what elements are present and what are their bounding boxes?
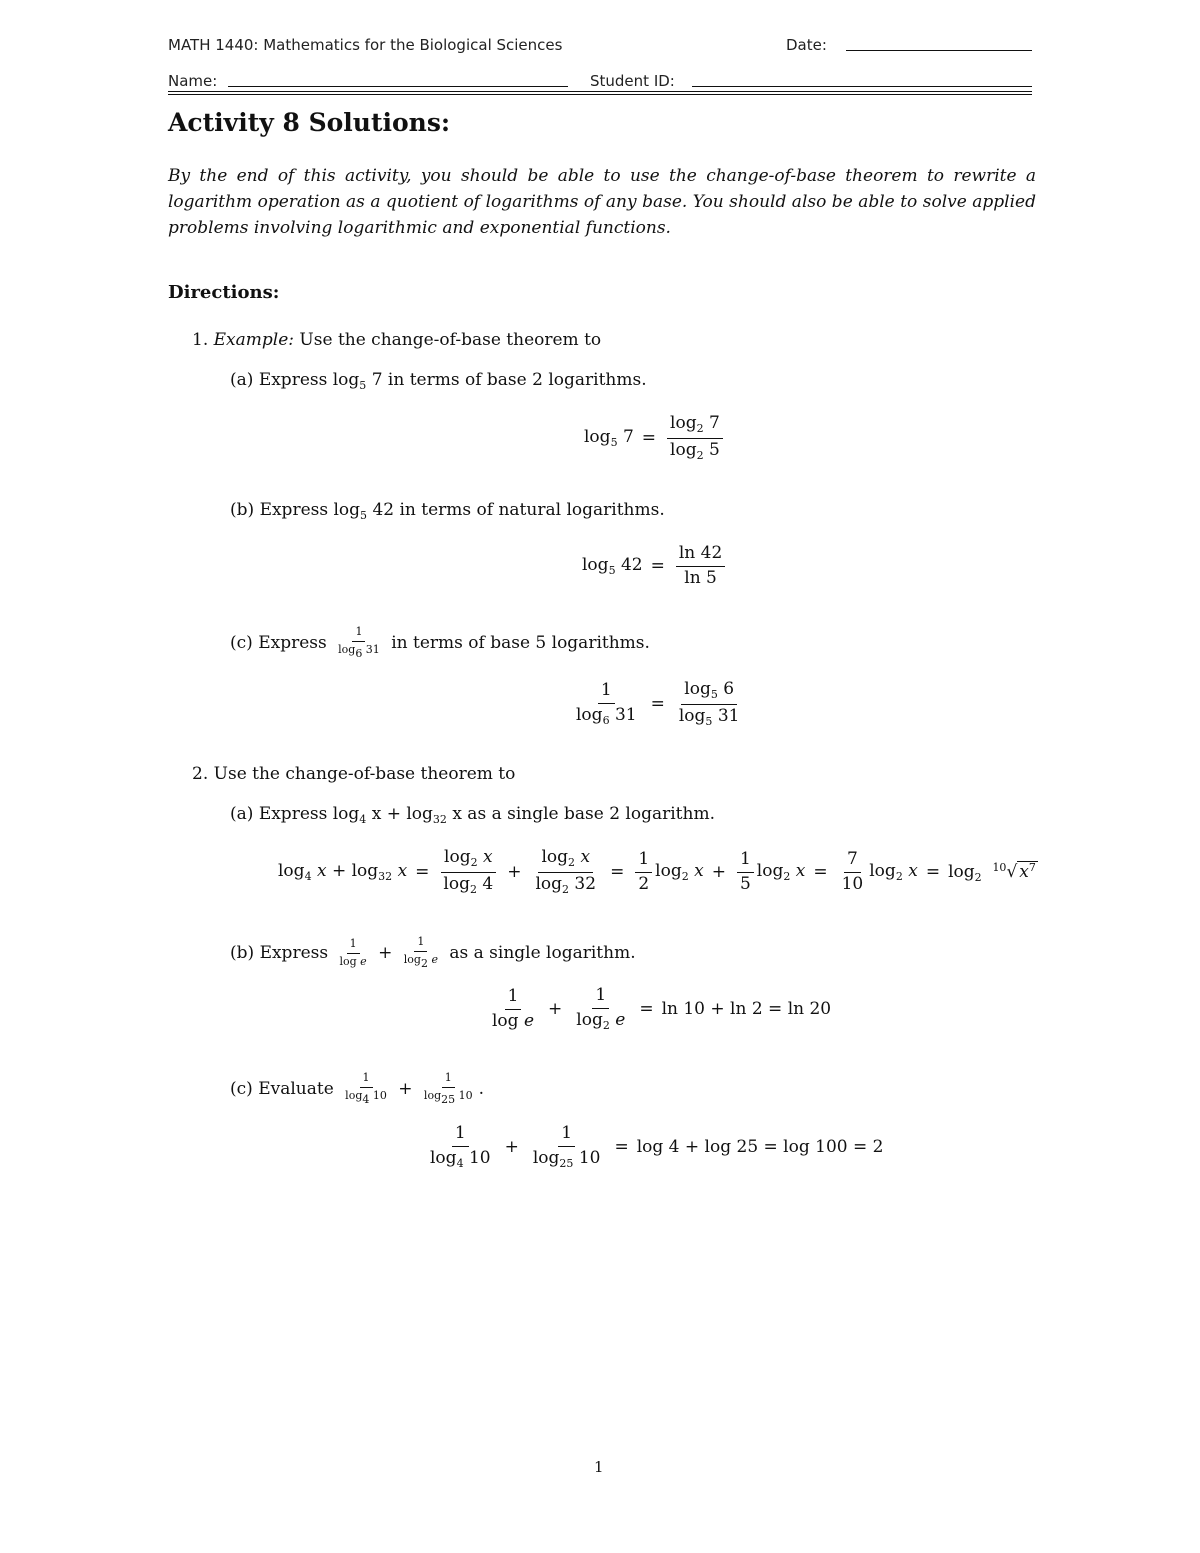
q1-text: Use the change-of-base theorem to — [299, 330, 602, 350]
q1-example-label: Example: — [213, 330, 295, 350]
q1-number: 1. — [192, 330, 209, 350]
course-title: MATH 1440: Mathematics for the Biological Sciences — [168, 36, 563, 54]
student-id-field[interactable] — [692, 86, 1032, 87]
question-2b: (b) Express $\frac{1}{\text{log e}}$ + $\frac{1}{\log_2 e}$ as a single logarithm. — [230, 935, 636, 970]
name-label: Name: — [168, 72, 218, 90]
question-2a: (a) Express $\log_4 x + \log_{32} x$ as a single base 2 logarithm. — [230, 804, 715, 826]
page-number: 1 — [594, 1458, 604, 1476]
question-1b: (b) Express $\log_5 42$ in terms of natural logarithms. — [230, 500, 665, 522]
equation-1b: $\log_5 42$ = $\frac{\ln 42}{\ln 5}$ — [582, 544, 728, 588]
intro-paragraph: By the end of this activity, you should be able to use the change-of-base theorem to rewrite a logarithm operation as a quotient of logarithms of any base. You should also be able to solve applied problems involving logarithmic and exponential functions. — [168, 166, 1036, 238]
equation-1a: $\log_5 7$ = $\frac{\log_2 7}{\log_2 5}$ — [584, 414, 726, 462]
equation-2c: $\frac{1}{\log_4 10}$ + $\frac{1}{\log_{25} 10}$ = log 4 + log 25 = log 100 = 2 — [430, 1123, 884, 1170]
question-1 — [192, 330, 601, 350]
q2-text: Use the change-of-base theorem to — [213, 764, 516, 784]
header-divider-2 — [168, 94, 1032, 95]
equation-1c: $\frac{1}{\log_6 31}$ = $\frac{\log_5 6}{\log_5 31}$ — [576, 679, 740, 728]
header-divider — [168, 91, 1032, 92]
question-2c: (c) Evaluate $\frac{1}{\log_4 10}$ + $\frac{1}{\log_{25} 10}$ . — [230, 1071, 485, 1106]
question-1c: (c) Express $\frac{1}{\log_6 31}$ in terms of base 5 logarithms. — [230, 625, 650, 660]
name-field[interactable] — [228, 86, 568, 87]
date-label: Date: — [786, 36, 827, 54]
section-heading: Directions: — [168, 282, 280, 303]
student-id-label: Student ID: — [590, 72, 675, 90]
question-1a: (a) Express $\log_5 7$ in terms of base 2 logarithms. — [230, 370, 647, 392]
date-field[interactable] — [846, 50, 1032, 51]
equation-2a: $\log_4 x + \log_{32} x$ = $\frac{\log_2 x}{\log_2 4}$ + $\frac{\log_2 x}{\log_2 32}$ = $\frac{1}{2}$ $\log_2 x$ + $\frac{1}{5}$ $\log_2 x$ = $\frac{7}{10}$ $\log_2 x$ = $\log_2 ^{10}√$ $x^7$ — [278, 847, 1036, 896]
equation-2b: $\frac{1}{\text{log e}}$ + $\frac{1}{\log_2 e}$ = ln 10 + ln 2 = ln 20 — [492, 985, 832, 1032]
q2-number: 2. — [192, 764, 209, 784]
question-2 — [192, 764, 515, 784]
page-title: Activity 8 Solutions: — [168, 108, 451, 137]
